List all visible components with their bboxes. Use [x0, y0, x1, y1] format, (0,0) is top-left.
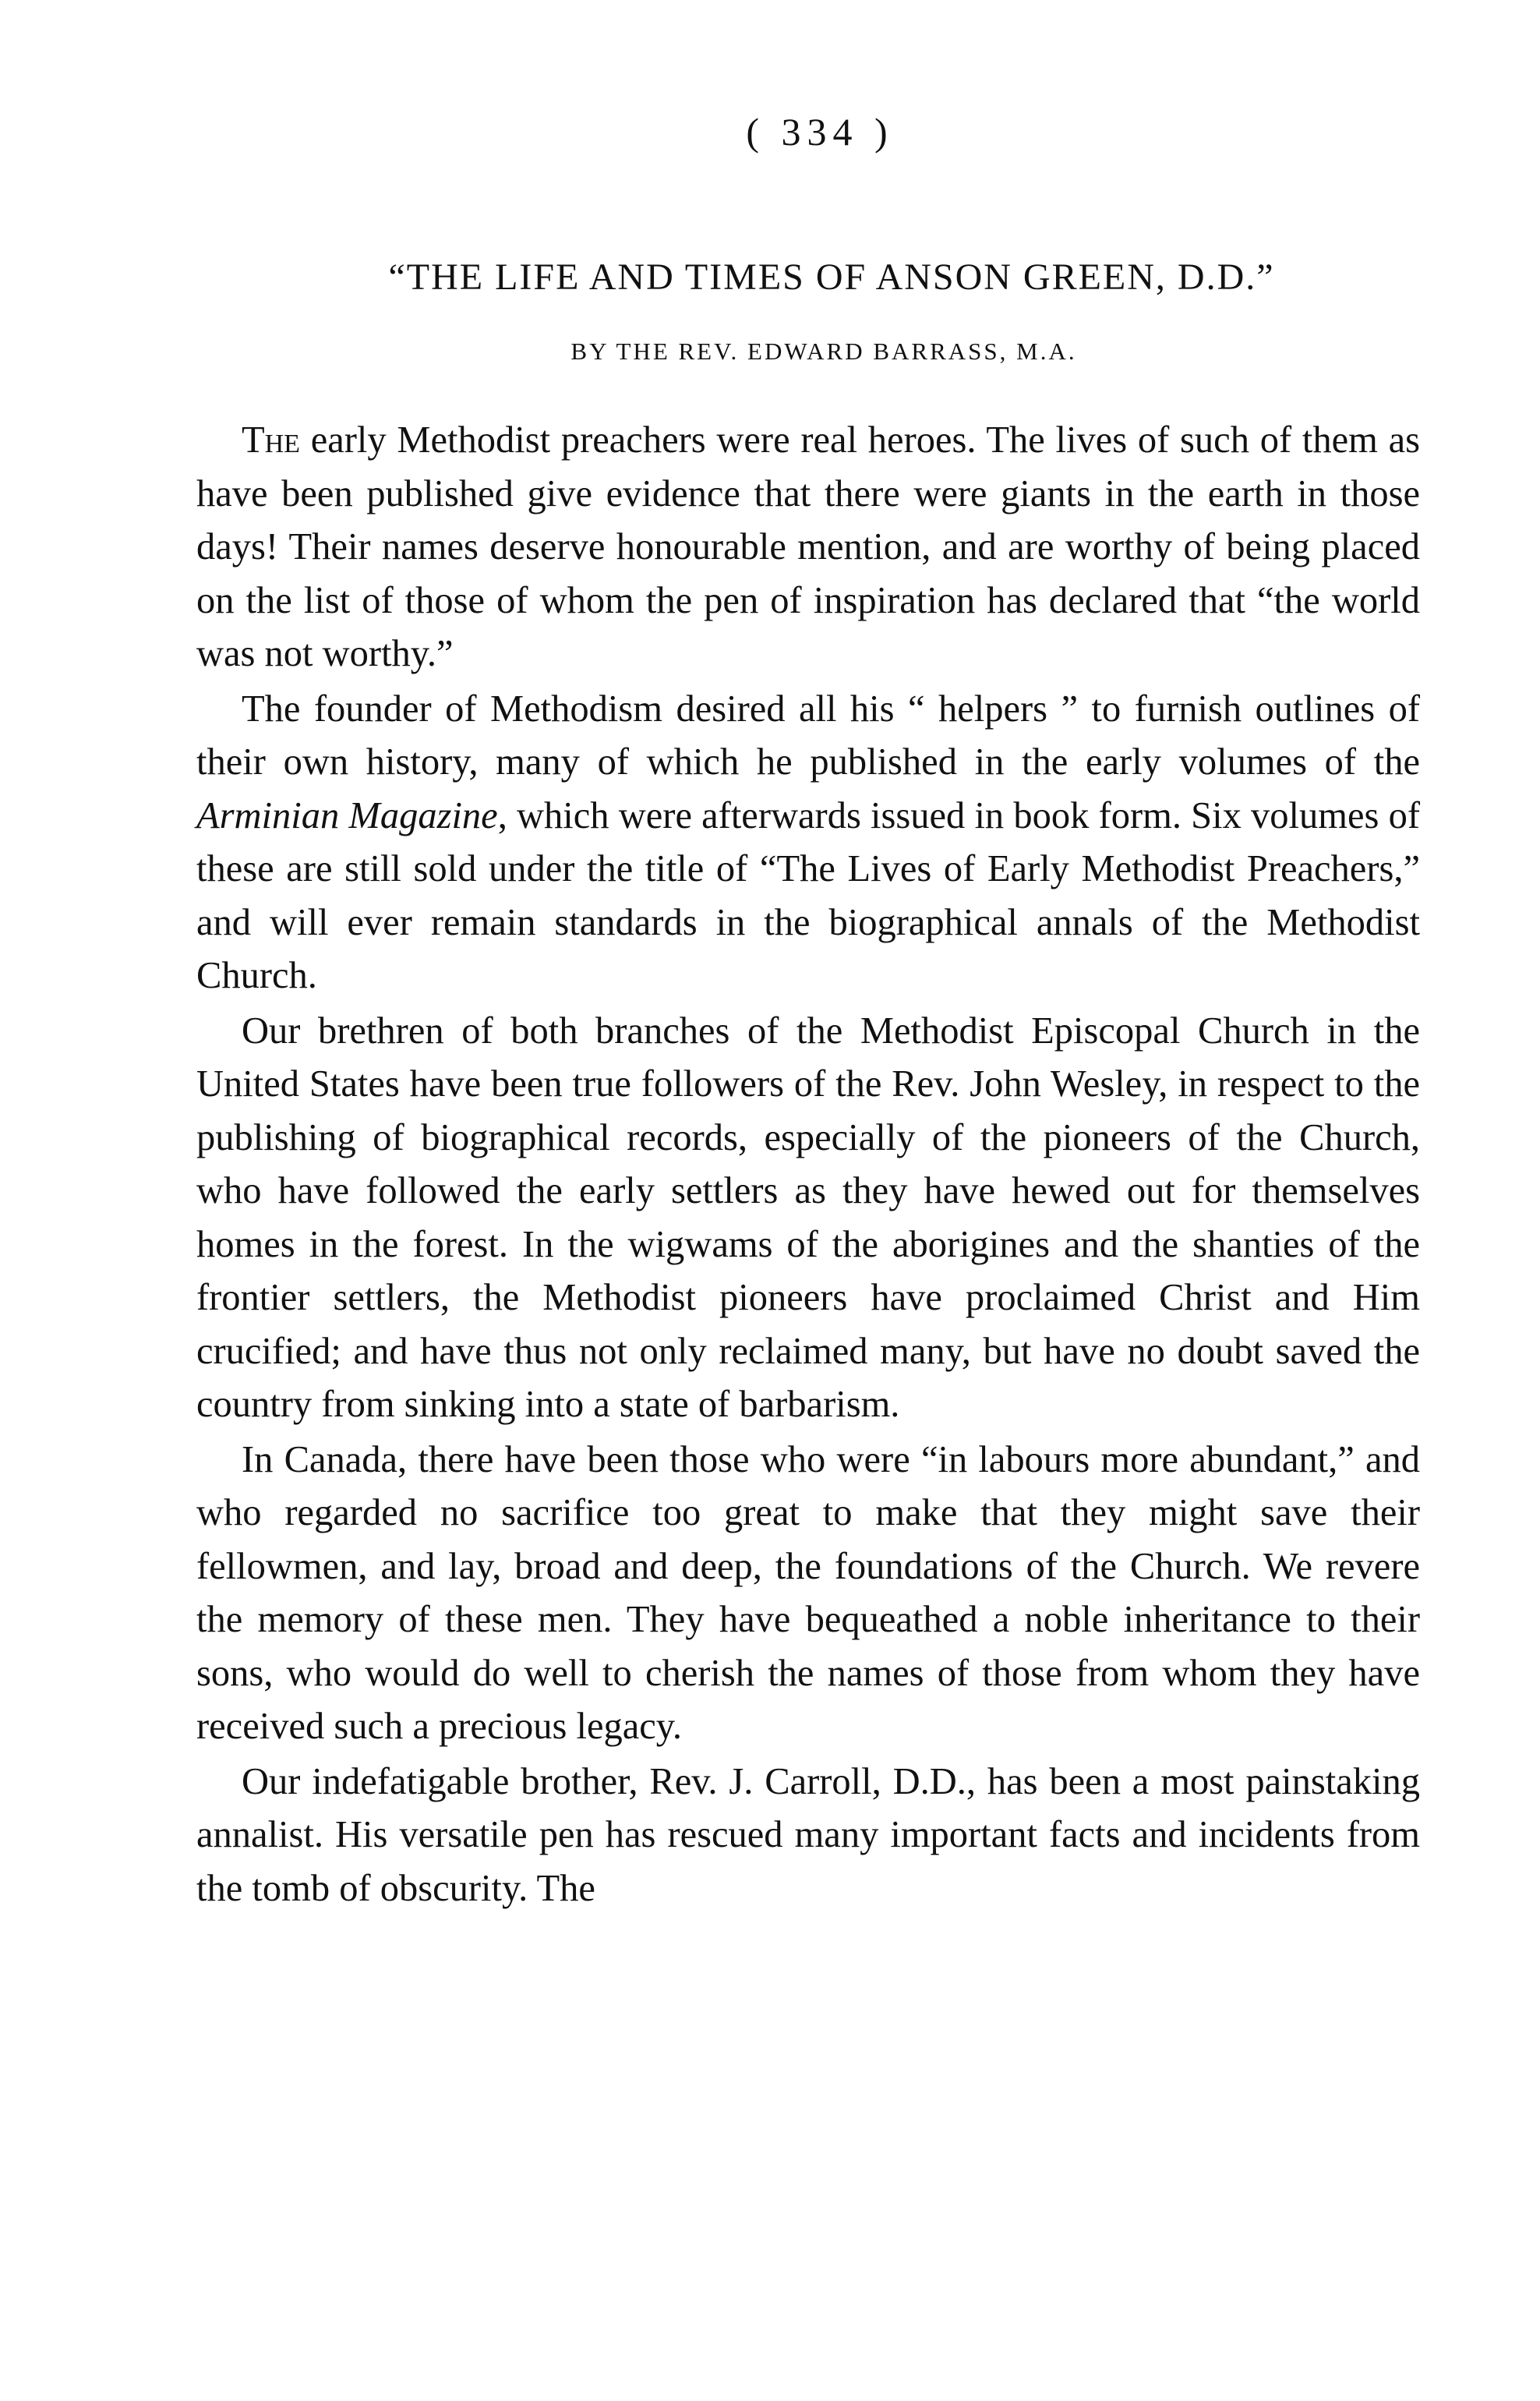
paragraph-2-after: , which were afterwards issued in book form. Six volumes of these are still sold under the title of “The Lives of Early Methodist Preachers,” and will ever remain standards in the biographical annals of the Methodist Church. [196, 794, 1420, 996]
paragraph-2-before: The founder of Methodism desired all his “ helpers ” to furnish outlines of their own history, many of which he published in the early volumes of the [196, 688, 1420, 783]
byline: BY THE REV. EDWARD BARRASS, M.A. [570, 338, 1077, 365]
page [196, 109, 1420, 1915]
page-number: ( 334 ) [746, 110, 894, 154]
paragraph-4: In Canada, there have been those who were “in labours more abundant,” and who regarded no sacrifice too great to make that they might save their fellowmen, and lay, broad and deep, the foundations of the Church. We revere the memory of these men. They have bequeathed a noble inheritance to their sons, who would do well to cherish the names of those from whom they have received such a precious legacy. [196, 1438, 1420, 1747]
paragraph-1-lead: The [242, 419, 300, 461]
magazine-title: Arminian Magazine [196, 794, 498, 836]
article-title: “THE LIFE AND TIMES OF ANSON GREEN, D.D.” [388, 256, 1275, 298]
paragraph-2 [196, 683, 1420, 1003]
paragraph-3: Our brethren of both branches of the Methodist Episcopal Church in the United States have been true followers of the Rev. John Wesley, in respect to the publishing of biographical records, especially of the pioneers of the Church, who have followed the early settlers as they have hewed out for themselves homes in the forest. In the wigwams of the aborigines and the shanties of the frontier settlers, the Methodist pioneers have proclaimed Christ and Him crucified; and have thus not only reclaimed many, but have no doubt saved the country from sinking into a state of barbarism. [196, 1010, 1420, 1425]
paragraph-5: Our indefatigable brother, Rev. J. Carroll, D.D., has been a most painstaking annalist. His versatile pen has rescued many important facts and incidents from the tomb of obscurity. The [196, 1760, 1420, 1909]
paragraph-1 [196, 414, 1420, 681]
article-body [196, 414, 1420, 1915]
paragraph-1-text: early Methodist preachers were real heroes. The lives of such of them as have been published give evidence that there were giants in the earth in those days! Their names deserve honourable mention, and are worthy of being placed on the list of those of whom the pen of inspiration has declared that “the world was not worthy.” [196, 419, 1420, 674]
